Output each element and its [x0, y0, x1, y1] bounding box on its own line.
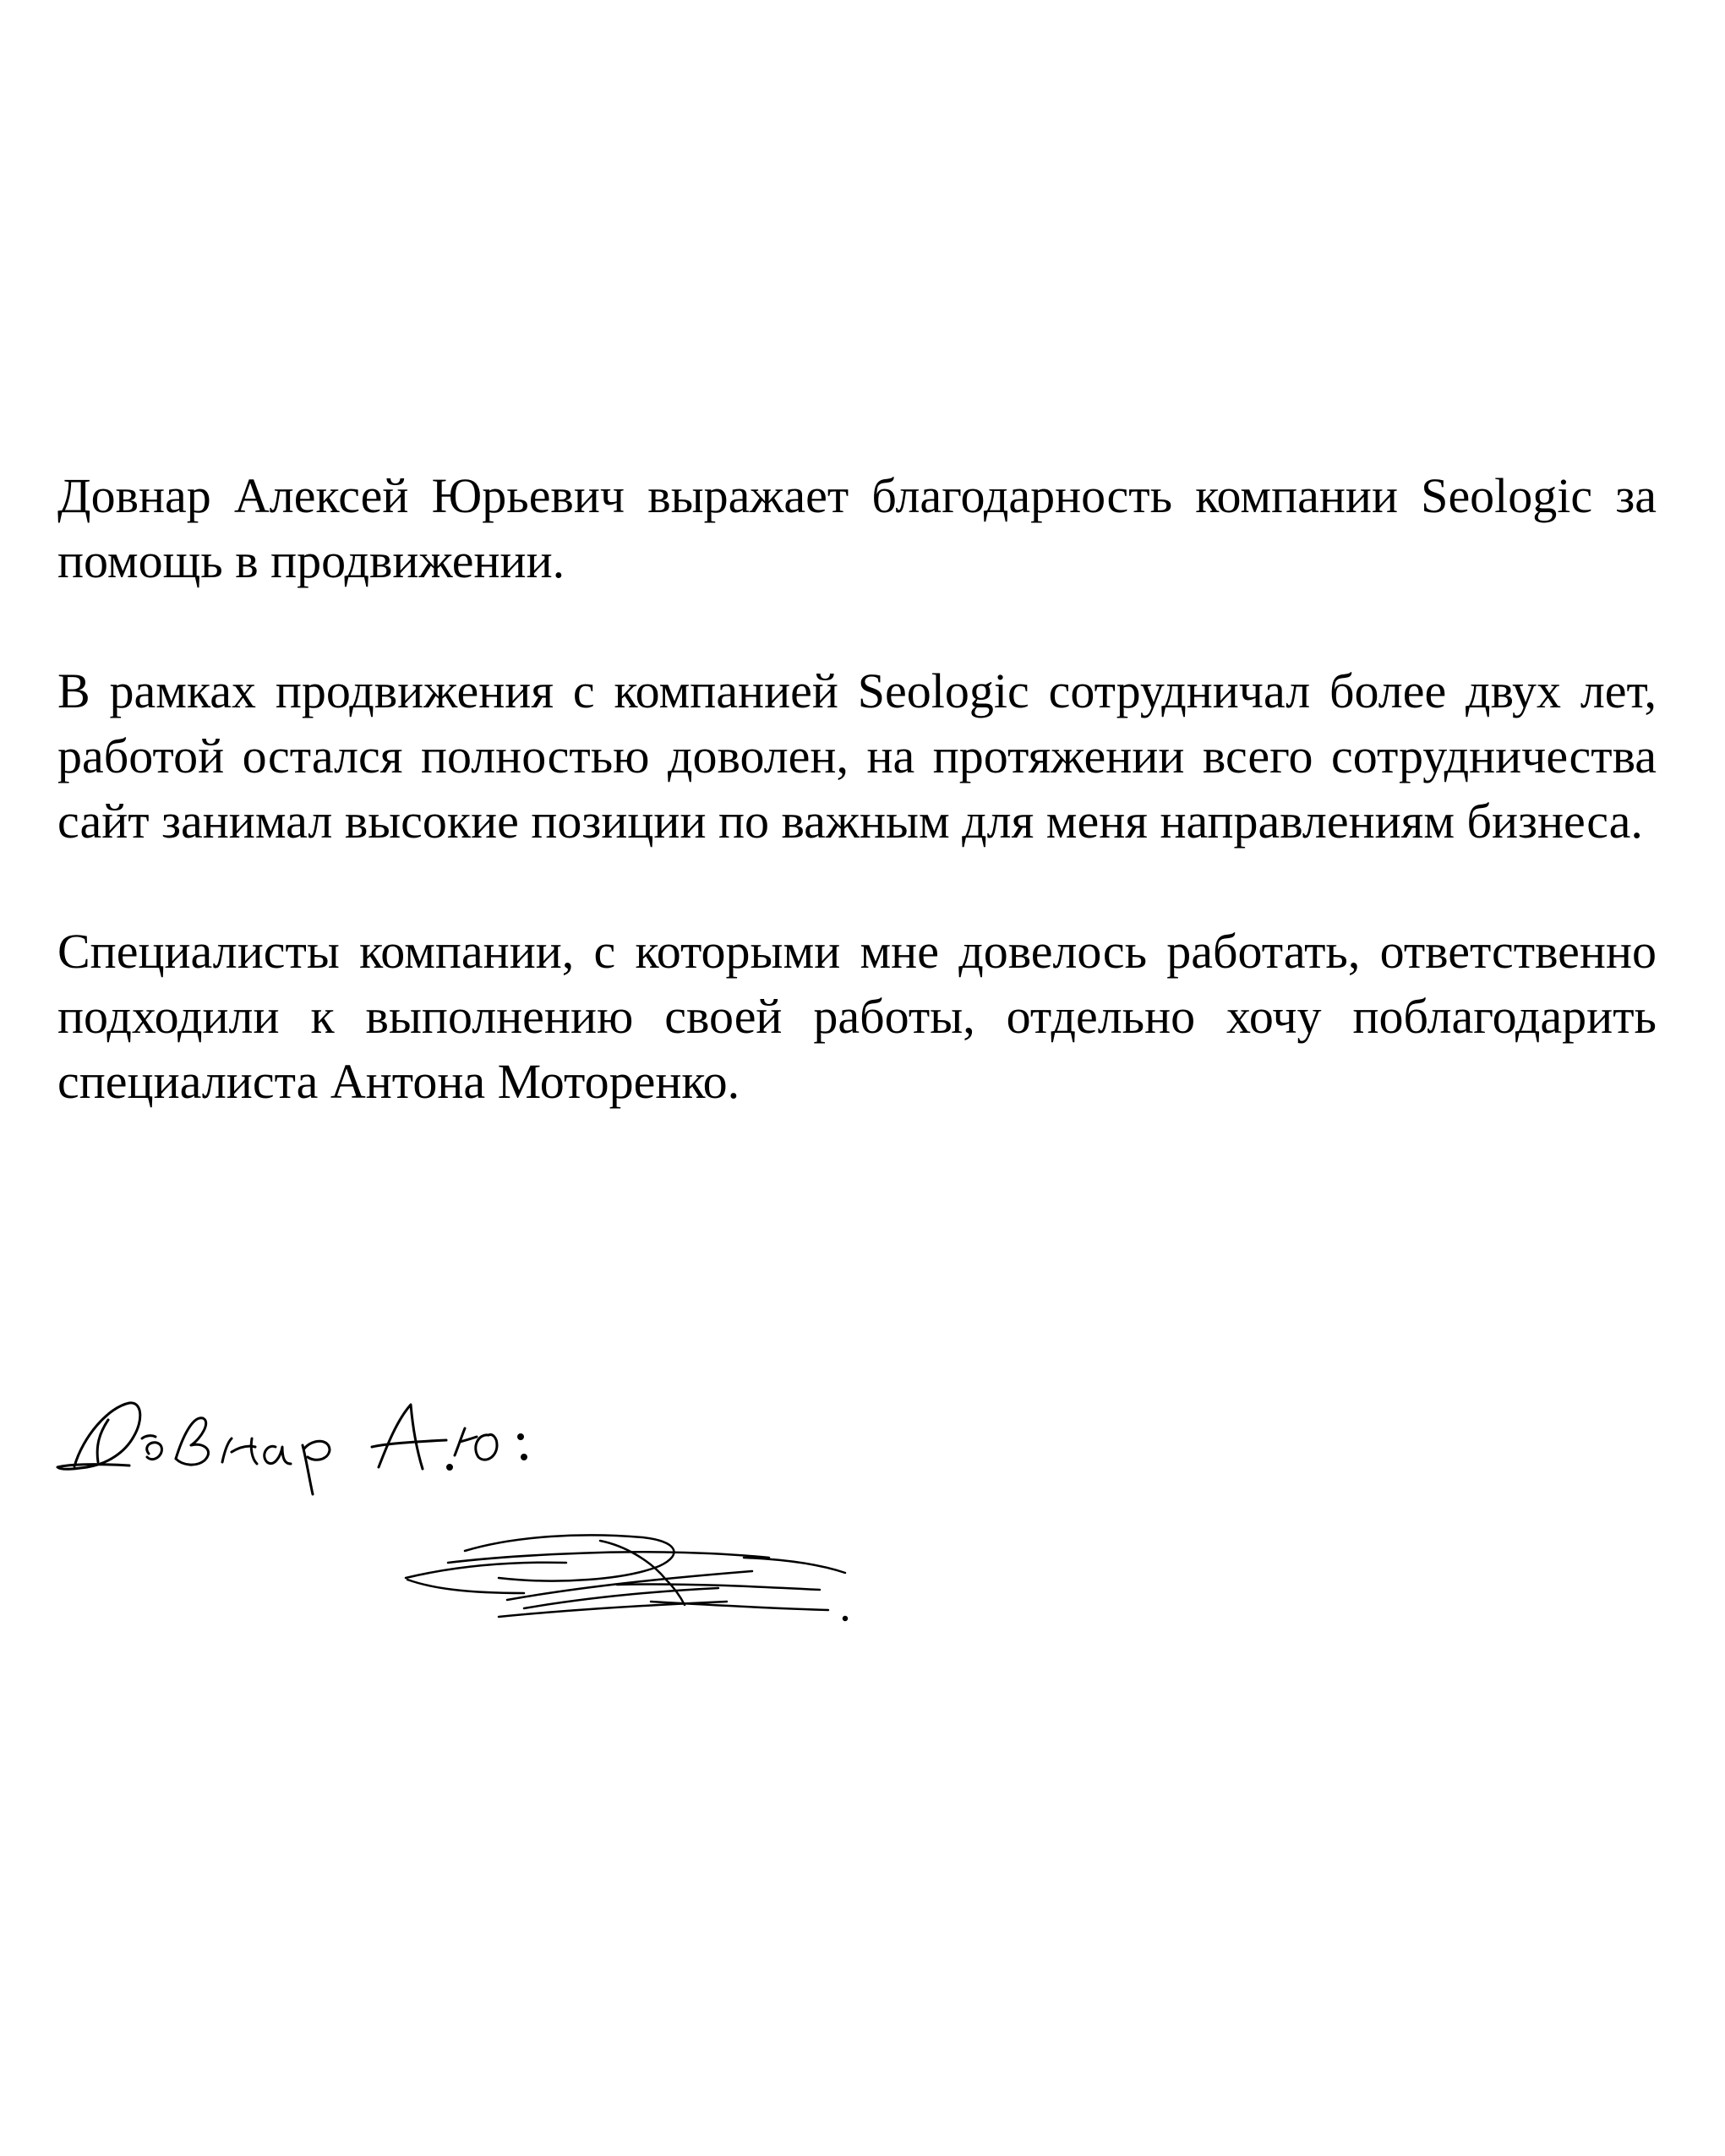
paragraph-specialists: Специалисты компании, с которыми мне довелось работать, ответственно подходили к выполнению своей работы, отдельно хочу поблагодарить специалиста Антона Моторенко.	[57, 924, 1657, 1109]
letter-body	[57, 463, 1657, 1179]
handwritten-name-signature	[49, 1386, 556, 1496]
paragraph-cooperation: В рамках продвижения с компанией Seologic сотрудничал более двух лет, работой остался полностью доволен, на протяжении всего сотрудничества сайт занимал высокие позиции по важным для меня направлениям бизнеса.	[57, 663, 1657, 849]
paragraph-gratitude: Довнар Алексей Юрьевич выражает благодарность компании Seologic за помощь в продвижении.	[57, 468, 1657, 588]
signature-scribble	[397, 1517, 854, 1635]
